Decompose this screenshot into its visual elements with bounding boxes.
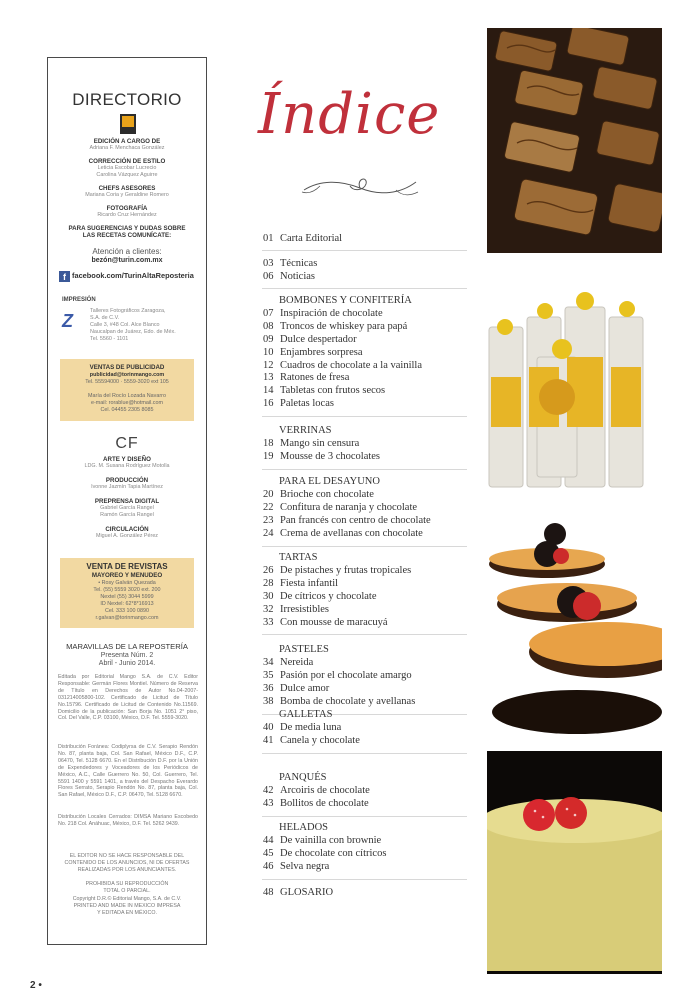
toc-section-heading: BOMBONES Y CONFITERÍA [279,295,412,306]
atencion-label: Atención a clientes: [92,247,162,256]
correccion-name: Leticia Escobar Lucrecio [97,165,157,171]
impresion-head: IMPRESIÓN [62,297,96,303]
ventas-email: publicidad@torinmango.com [89,372,165,378]
toc-entry-title: Paletas locas [280,398,334,410]
toc-entry [263,451,380,462]
toc-entry-title: De pistaches y frutas tropicales [280,564,412,576]
toc-page-number: 06 [263,271,274,282]
toc-page-number: 32 [263,603,274,615]
toc-page-number: 07 [263,307,274,319]
toc-entry-glosario [263,887,333,898]
toc-entry [263,696,415,707]
toc-entry-title: Tabletas con frutos secos [280,385,386,397]
toc-page-number: 41 [263,734,274,746]
toc-section-heading: PARA EL DESAYUNO [279,476,380,487]
toc-entry [263,848,386,859]
toc-page-number: 30 [263,590,274,602]
printer-line: Talleres Fotográficos Zaragoza, [90,308,166,314]
divider [262,753,467,754]
photo-mango-verrines [487,287,662,494]
legal-publisher: Editada por Editorial Mango S.A. de C.V. Editor Responsable: Germán Flores Montiel. Número de Reserva de Título en Derechos de Autor No.04-2007-031214005800-102. Certificado de Licitud de Título No.15796. Certificado de Licitud de Contenido No.11569. Domicilio de la publicación: San Borja No. 1051 2° piso, Col. Del Valle, C.P. 03100, México, D.F. Tel. 5559-3020. [58,674,198,722]
toc-entry-title: Irresistibles [280,603,329,615]
preprensa-name: Gabriel García Rangel [100,505,154,511]
toc-entry [263,735,360,746]
toc-entry-title: Ratones de fresa [280,372,350,384]
produccion-name: Ivonne Jazmín Tapia Martínez [91,484,163,490]
venta-revistas-box [60,558,194,628]
toc-entry-title: Técnicas [280,258,318,269]
ventas-contact: María del Rocío Lozada Navarro [88,393,166,399]
toc-page-number: 43 [263,797,274,809]
toc-entry-title: Arcoiris de chocolate [280,784,370,796]
flourish-ornament-icon [300,172,420,200]
prohibida-line: PROHIBIDA SU REPRODUCCIÓN [85,881,169,887]
toc-entry-title: Brioche con chocolate [280,488,374,500]
toc-entry [263,861,329,872]
directory-box [47,57,207,945]
toc-entry [263,489,374,500]
toc-entry-title: Crema de avellanas con chocolate [280,527,423,539]
toc-entry-title: Inspiración de chocolate [280,307,383,319]
copyright-line: PRINTED AND MADE IN MEXICO IMPRESA [73,903,181,909]
toc-entry-title: Cuadros de chocolate a la vainilla [280,359,422,371]
toc-entry [263,591,377,602]
toc-entry [263,657,313,668]
toc-section-heading: TARTAS [279,552,318,563]
toc-entry [263,258,317,269]
printer-line: Tel. 5560 - 1101 [90,336,129,342]
venta-line: Tel. (55) 5559 3020 ext. 200 [93,587,161,593]
toc-page-number: 14 [263,385,274,397]
legal-local-distribution: Distribución Locales Cerrados: DIMSA Mariano Escobedo No. 218 Col. Anáhuac, México, D.F. Tel. 5262 9439. [58,814,198,827]
fotografia-name: Ricardo Cruz Hernández [97,212,157,218]
divider [262,634,467,635]
toc-entry-title: Bomba de chocolate y avellanas [280,695,416,707]
ventas-head: VENTAS DE PUBLICIDAD [89,364,165,371]
toc-section-heading: PANQUÉS [279,772,327,783]
toc-entry [263,233,342,244]
venta-revistas-head: VENTA DE REVISTAS [86,562,168,571]
magazine-title: MARAVILLAS DE LA REPOSTERÍA [66,642,188,651]
toc-entry-title: Dulce despertador [280,333,357,345]
toc-page-number: 34 [263,656,274,668]
disclaimer-line: REALIZADAS POR LOS ANUNCIANTES. [77,867,177,873]
toc-entry-title: Confitura de naranja y chocolate [280,501,418,513]
magazine-issue: Presenta Núm. 2 [100,652,154,659]
facebook-icon: f [59,271,70,282]
sugerencias-line: LAS RECETAS COMUNÍCATE: [82,232,172,239]
toc-entry [263,321,407,332]
venta-line: r.galvan@torinmango.com [95,615,159,621]
toc-entry-title: Fiesta infantil [280,577,339,589]
toc-entry-title: GLOSARIO [280,887,334,898]
copyright-line: Copyright D.R.© Editorial Mango, S.A. de C.V. [72,896,182,902]
venta-revistas-sub: MAYOREO Y MENUDEO [91,572,163,579]
toc-entry [263,347,363,358]
divider [262,816,467,817]
toc-page-number: 33 [263,616,274,628]
toc-entry [263,502,417,513]
toc-page-number: 45 [263,847,274,859]
page-number [30,980,42,991]
toc-entry-title: Enjambres sorpresa [280,346,363,358]
contact-email: bezón@turin.com.mx [91,257,163,264]
directory-title: DIRECTORIO [72,90,182,109]
toc-entry [263,308,383,319]
disclaimer-line: CONTENIDO DE LOS ANUNCIOS, NI DE OFERTAS [64,860,190,866]
toc-entry [263,798,369,809]
divider [262,879,467,880]
photo-mango-mousse-cake [487,751,662,974]
toc-entry-title: De cítricos y chocolate [280,590,377,602]
toc-page-number: 40 [263,721,274,733]
toc-entry-title: De vainilla con brownie [280,834,382,846]
toc-page-number: 20 [263,488,274,500]
toc-page-number: 38 [263,695,274,707]
toc-entry [263,835,381,846]
legal-distribution: Distribución Foránea: Codiplyrsa de C.V. Serapio Rendón No. 87, planta baja, Col. San Rafael, México D.F., C.P. 06470, Tel. 5128 6670. En el Distribución D.F. por la Unión de Expendedores y Voceadores de los Periódicos de México, A.C., Calle Guerrero No. 50, Col. Guerrero, Tel. 5591 1400 y 5591 1401, a través del Despacho Everardo Flores Serrato, Serapio Rendón No. 87, planta baja, Col. San Rafael, México D.F., C.P. 06470, Tel. 5128 6670. [58,744,198,799]
index-title: Índice [258,82,441,147]
toc-entry [263,617,388,628]
printer-line: S.A. de C.V. [90,315,120,321]
toc-entry [263,565,411,576]
edicion-name: Adriana F. Menchaca González [89,145,165,151]
toc-page-number: 13 [263,372,274,384]
toc-entry [263,670,412,681]
toc-entry-title: Nereida [280,656,314,668]
correccion-head: CORRECCIÓN DE ESTILO [88,158,166,165]
toc-entry-title: Con mousse de maracuyá [280,616,388,628]
prohibida-line: TOTAL O PARCIAL. [103,888,151,894]
toc-entry [263,398,334,409]
toc-entry-title: Selva negra [280,860,330,872]
ventas-tel: Tel. 55594000 · 5559-3020 ext 105 [85,379,169,385]
toc-page-number: 26 [263,564,274,576]
toc-entry [263,334,357,345]
toc-page-number: 46 [263,860,274,872]
facebook-url: facebook.com/TurinAltaReposteria [72,271,194,280]
cf-logo: CF [115,435,139,452]
chefs-head: CHEFS ASESORES [98,185,156,192]
magazine-logo-icon [120,114,136,134]
toc-entry [263,528,423,539]
venta-line: Cel. 333 100 0890 [104,608,150,614]
toc-entry-title: Noticias [280,271,315,282]
chefs-name: Mariana Coria y Geraldine Romero [85,192,169,198]
toc-section-heading: HELADOS [279,822,328,833]
toc-entry-title: Mango sin censura [280,437,360,449]
toc-section-heading: VERRINAS [279,425,332,436]
toc-page-number: 28 [263,577,274,589]
magazine-date: Abril - Junio 2014. [98,660,156,667]
venta-line: • Rosy Galván Quezada [98,580,156,586]
toc-entry-title: Mousse de 3 chocolates [280,450,381,462]
arte-head: ARTE Y DISEÑO [103,456,151,463]
toc-page-number: 03 [263,258,274,269]
toc-section-heading: GALLETAS [279,709,333,720]
printer-line: Naucalpan de Juárez, Edo. de Méx. [90,329,176,335]
toc-entry [263,385,385,396]
fotografia-head: FOTOGRAFÍA [106,205,148,212]
photo-chocolate-bonbons [487,28,662,253]
ventas-contact-email: e-mail: rorablue@hotmail.com [91,400,163,406]
toc-page-number: 22 [263,501,274,513]
toc-entry-title: Carta Editorial [280,233,343,244]
toc-entry [263,515,431,526]
venta-line: ID Nextel: 62*8*16913 [100,601,154,607]
sugerencias-line: PARA SUGERENCIAS Y DUDAS SOBRE [68,225,186,232]
toc-entry-title: Dulce amor [280,682,330,694]
circulacion-head: CIRCULACIÓN [105,526,149,533]
toc-page-number: 10 [263,346,274,358]
printer-logo-icon: Z [62,311,73,331]
toc-page-number: 44 [263,834,274,846]
produccion-head: PRODUCCIÓN [105,477,149,484]
edicion-head: EDICIÓN A CARGO DE [93,138,161,145]
divider [262,416,467,417]
preprensa-head: PREPRENSA DIGITAL [94,498,160,505]
toc-page-number: 23 [263,514,274,526]
toc-page-number: 12 [263,359,274,371]
arte-name: LDG. M. Susana Rodríguez Motolla [84,463,170,469]
page-number-mark: • [38,980,42,991]
toc-entry-title: De media luna [280,721,342,733]
toc-entry [263,372,349,383]
toc-entry-title: Troncos de whiskey para papá [280,320,408,332]
toc-page-number: 36 [263,682,274,694]
toc-page-number: 35 [263,669,274,681]
ventas-cel: Cel. 04455 2305 8085 [100,407,154,413]
page-number-value: 2 [30,980,36,991]
divider [262,250,467,251]
printer-line: Calle 3, #48 Col. Alce Blanco [90,322,160,328]
printer-details [90,308,176,343]
toc-entry [263,722,341,733]
divider [262,288,467,289]
toc-page-number: 01 [263,233,274,244]
toc-entry [263,785,370,796]
toc-entry [263,683,329,694]
toc-page-number: 42 [263,784,274,796]
toc-entry [263,604,329,615]
toc-entry-title: Canela y chocolate [280,734,360,746]
ventas-publicidad-box [60,359,194,421]
toc-entry-title: De chocolate con cítricos [280,847,387,859]
toc-entry [263,438,359,449]
toc-page-number: 09 [263,333,274,345]
disclaimer-line: EL EDITOR NO SE HACE RESPONSABLE DEL [69,853,185,859]
toc-section-heading: PASTELES [279,644,329,655]
toc-page-number: 18 [263,437,274,449]
toc-entry [263,360,422,371]
toc-page-number: 48 [263,887,274,898]
toc-page-number: 19 [263,450,274,462]
toc-page-number: 08 [263,320,274,332]
toc-page-number: 24 [263,527,274,539]
venta-line: Nextel (55) 3044 5999 [100,594,154,600]
toc-entry [263,578,338,589]
circulacion-name: Miguel A. González Pérez [95,533,159,539]
photo-chocolate-tartlets [487,512,662,734]
copyright-line: Y EDITADA EN MÉXICO. [97,910,157,916]
facebook-link [59,271,199,283]
divider [262,546,467,547]
divider [262,469,467,470]
toc-entry-title: Pan francés con centro de chocolate [280,514,431,526]
toc-entry-title: Pasión por el chocolate amargo [280,669,412,681]
toc-page-number: 16 [263,398,274,410]
preprensa-name: Ramón García Rangel [100,512,154,518]
correccion-name: Carolina Vázquez Aguirre [96,172,158,178]
toc-entry [263,271,315,282]
toc-entry-title: Bollitos de chocolate [280,797,369,809]
